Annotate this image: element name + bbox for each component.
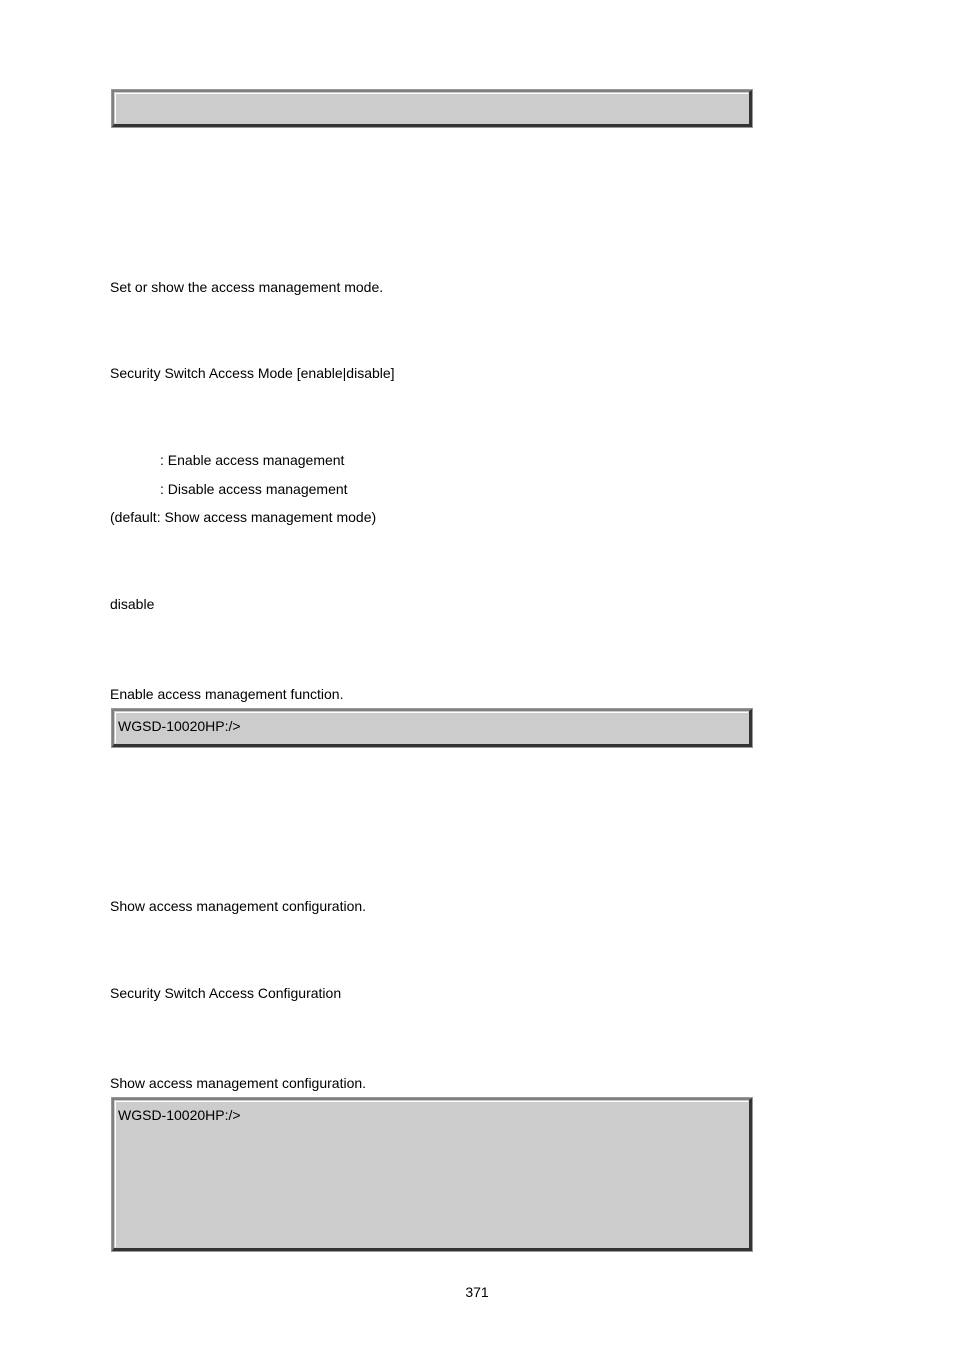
access-config-example-box <box>112 1098 752 1251</box>
param-disable: : Disable access management <box>160 481 348 497</box>
access-config-example-prompt: WGSD-10020HP:/> <box>118 1107 241 1123</box>
default-value: disable <box>110 596 155 612</box>
access-mode-example-box <box>112 709 752 747</box>
access-mode-syntax: Security Switch Access Mode [enable|disable] <box>110 365 395 381</box>
access-config-syntax: Security Switch Access Configuration <box>110 985 342 1001</box>
access-mode-example-prompt: WGSD-10020HP:/> <box>118 718 241 734</box>
access-config-description: Show access management configuration. <box>110 898 367 914</box>
page-number: 371 <box>465 1284 489 1300</box>
access-mode-description: Set or show the access management mode. <box>110 279 384 295</box>
access-mode-example-description: Enable access management function. <box>110 686 344 702</box>
access-config-example-description: Show access management configuration. <box>110 1075 367 1091</box>
param-default: (default: Show access management mode) <box>110 509 377 525</box>
heading-box <box>112 90 752 127</box>
param-enable: : Enable access management <box>160 452 345 468</box>
